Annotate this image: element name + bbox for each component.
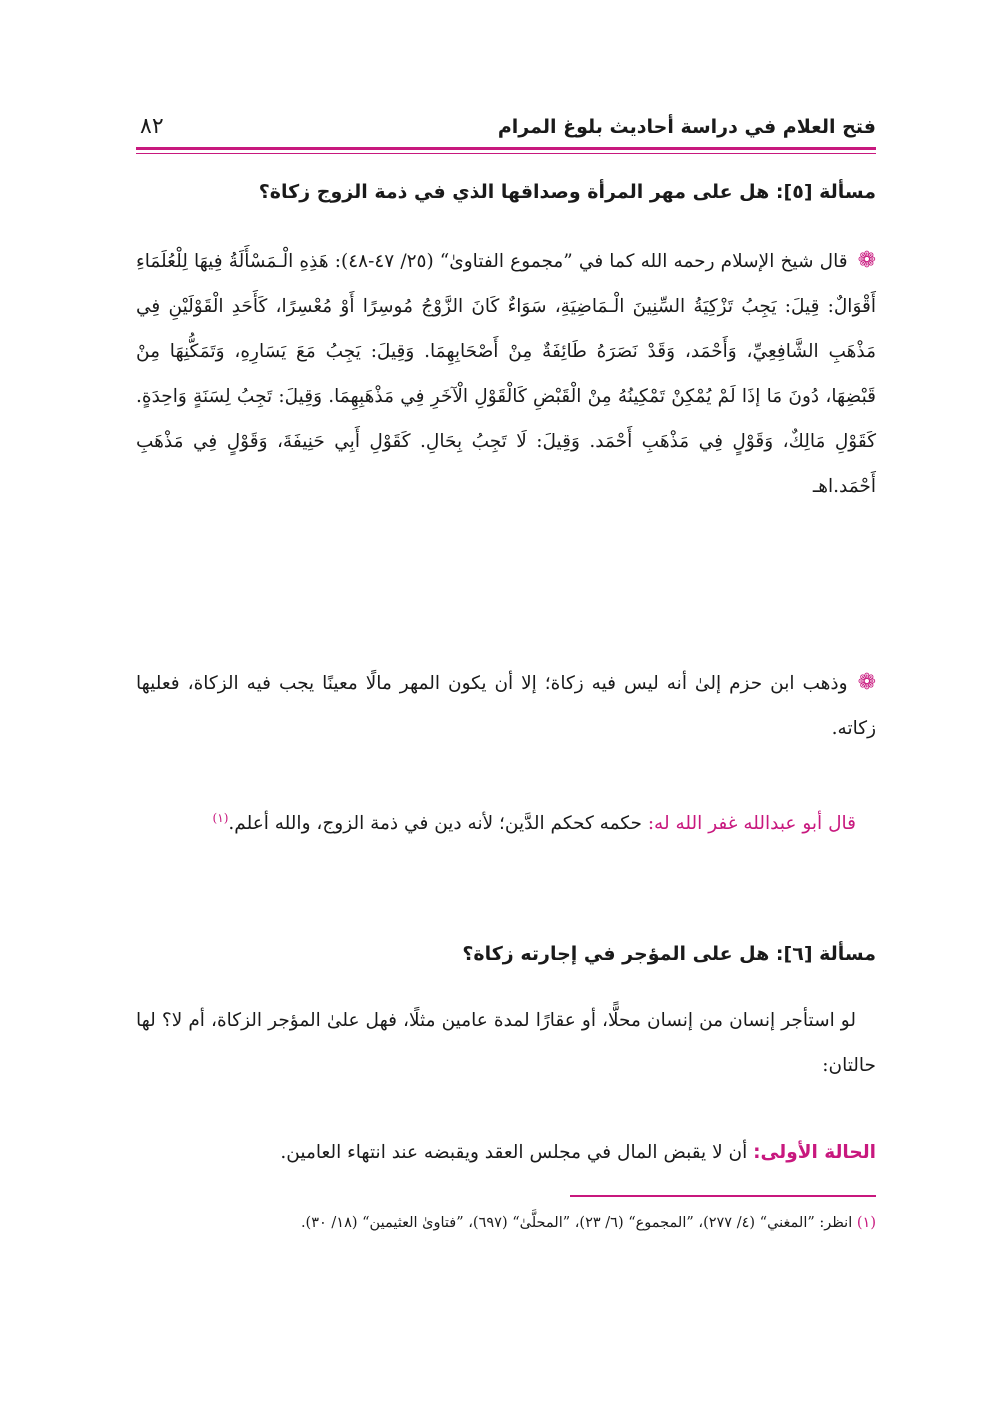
question-6-heading: مسألة [٦]: هل على المؤجر في إجارته زكاة؟ <box>462 943 876 965</box>
book-page <box>136 0 876 1418</box>
footnote <box>136 1210 876 1237</box>
paragraph-text: وذهب ابن حزم إلىٰ أنه ليس فيه زكاة؛ إلا أن يكون المهر مالًا معينًا يجب فيه الزكاة، فعليها زكاته. <box>136 673 876 739</box>
flower-ornament-icon: ❁ <box>857 248 876 273</box>
paragraph-first-case <box>136 1130 876 1175</box>
paragraph-text: حكمه كحكم الدَّين؛ لأنه دين في ذمة الزوج، والله أعلم. <box>228 813 648 835</box>
page-number: ٨٢ <box>140 114 164 139</box>
paragraph-rental <box>136 998 876 1088</box>
paragraph-author-opinion <box>136 796 876 846</box>
running-title: فتح العلام في دراسة أحاديث بلوغ المرام <box>497 116 876 138</box>
paragraph-text: لو استأجر إنسان من إنسان محلًّا، أو عقارًا لمدة عامين مثلًا، فهل علىٰ المؤجر الزكاة، أم لا؟ لها حالتان: <box>136 1010 876 1076</box>
case-label: الحالة الأولى: <box>753 1142 876 1163</box>
paragraph-text: قال شيخ الإسلام رحمه الله كما في ”مجموع الفتاوىٰ“ (٢٥/ ٤٧-٤٨): هَذِهِ الْـمَسْأَلَةُ فِيهَا لِلْعُلَمَاءِ أَقْوَالٌ: قِيلَ: يَجِبُ تَزْكِيَةُ السِّنِينَ الْـمَاضِيَةِ، سَوَاءٌ كَانَ الزَّوْجُ مُوسِرًا أَوْ مُعْسِرًا، كَأَحَدِ الْقَوْلَيْنِ فِي مَذْهَبِ الشَّافِعِيِّ، وَأَحْمَد، وَقَدْ نَصَرَهُ طَائِفَةٌ مِنْ أَصْحَابِهِمَا. وَقِيلَ: يَجِبُ مَعَ يَسَارِهِ، وَتَمَكُّنِهَا مِنْ قَبْضِهَا، دُونَ مَا إذَا لَمْ يُمْكِنْ تَمْكِينُهُ مِنْ الْقَبْضِ كَالْقَوْلِ الْآخَرِ فِي مَذْهَبِهِمَا. وَقِيلَ: تَجِبُ لِسَنَةٍ وَاحِدَةٍ. كَقَوْلِ مَالِكٌ، وَقَوْلٍ فِي مَذْهَبِ أَحْمَد. وَقِيلَ: لَا تَجِبُ بِحَالِ. كَقَوْلِ أَبِي حَنِيفَةَ، وَقَوْلٍ فِي مَذْهَبِ أَحْمَد.اهـ <box>136 251 876 497</box>
paragraph-ibn-hazm <box>136 660 876 751</box>
page-header <box>136 108 876 148</box>
question-5-heading: مسألة [٥]: هل على مهر المرأة وصداقها الذي في ذمة الزوج زكاة؟ <box>258 181 876 203</box>
author-attribution: قال أبو عبدالله غفر الله له: <box>647 813 856 835</box>
footnote-separator <box>570 1195 876 1197</box>
paragraph-ibn-taymiyyah <box>136 238 876 509</box>
footnote-number: (١) <box>856 1215 876 1231</box>
paragraph-text: أن لا يقبض المال في مجلس العقد ويقبضه عند انتهاء العامين. <box>280 1142 754 1163</box>
footnote-reference: (١) <box>212 811 229 825</box>
flower-ornament-icon: ❁ <box>857 670 876 695</box>
footnote-text: انظر: ”المغني“ (٤/ ٢٧٧)، ”المجموع“ (٦/ ٢٣)، ”المحلَّىٰ“ (٦٩٧)، ”فتاوىٰ العثيمين“ (١٨/ ٣٠). <box>300 1215 857 1231</box>
header-rule-thin <box>136 153 876 154</box>
header-rule-thick <box>136 147 876 150</box>
